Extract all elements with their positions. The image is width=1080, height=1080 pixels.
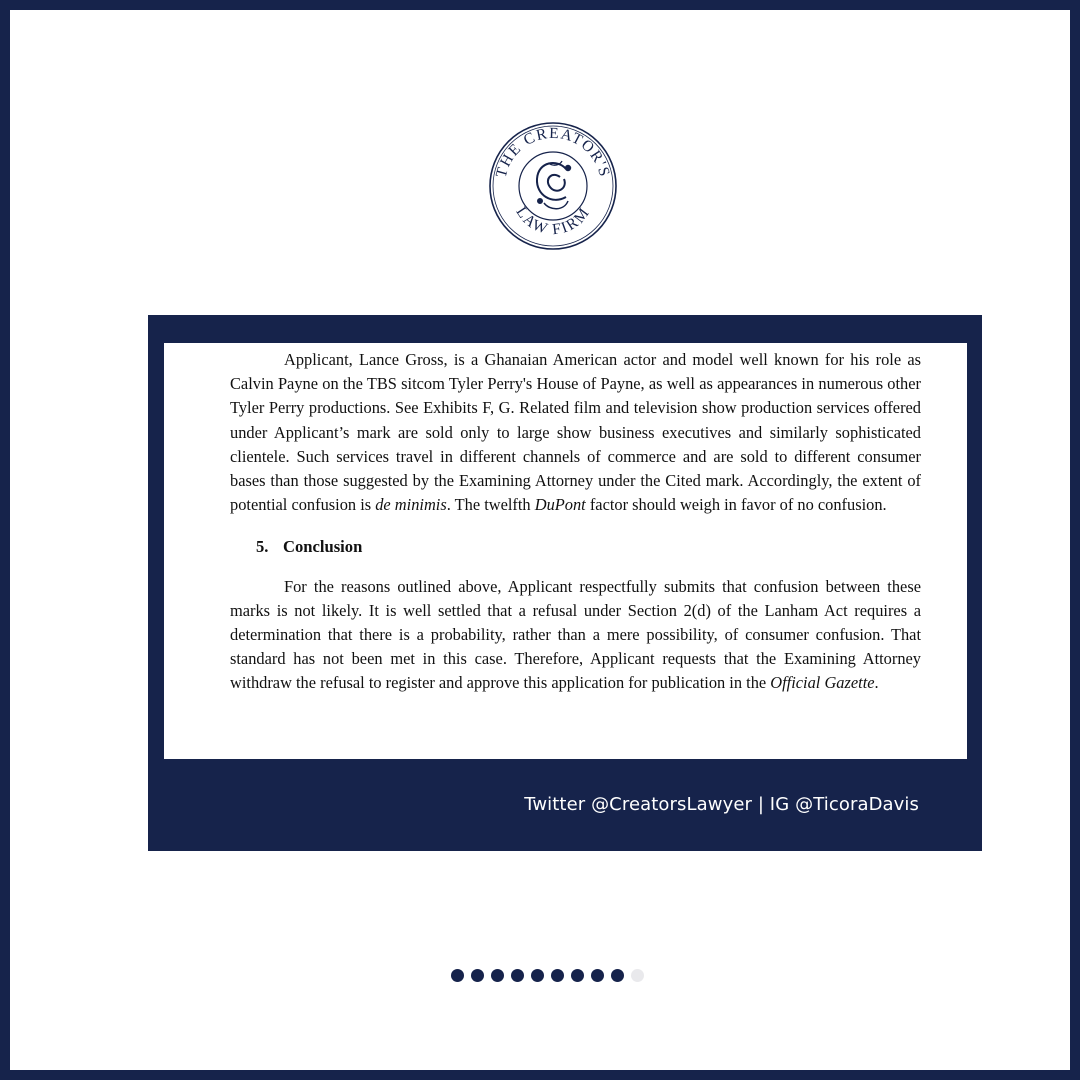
- emphasis-dupont: DuPont: [534, 495, 586, 515]
- pagination-dot[interactable]: [551, 969, 564, 982]
- paragraph-applicant-text: Applicant, Lance Gross, is a Ghanaian American actor and model well known for his role as Calvin Payne on the TBS sitcom Tyler Perry's House of Payne, as well as appearances in numerous other Tyler Perry productions. See Exhibits F, G. Related film and television show production services offered under Applicant’s mark are sold only to large show business executives and similarly sophisticated clientele. Such services travel in different channels of commerce and are sold to different consumer bases than those suggested by the Examining Attorney under the Cited mark. Accordingly, the extent of potential confusion is: [230, 350, 921, 515]
- paragraph-conclusion-text-2: .: [874, 673, 879, 693]
- paragraph-applicant-text-2: . The twelfth: [446, 495, 535, 515]
- pagination-dots: [451, 969, 644, 982]
- social-handles: Twitter @CreatorsLawyer | IG @TicoraDavis: [524, 794, 919, 815]
- section-number: 5.: [256, 537, 269, 557]
- pagination-dot[interactable]: [451, 969, 464, 982]
- pagination-dot[interactable]: [471, 969, 484, 982]
- emphasis-de-minimis: de minimis: [375, 495, 447, 515]
- paragraph-conclusion-text: For the reasons outlined above, Applicant respectfully submits that confusion between these marks is not likely. It is well settled that a refusal under Section 2(d) of the Lanham Act requires a determination that there is a probability, rather than a mere possibility, of consumer confusion. That standard has not been met in this case. Therefore, Applicant requests that the Examining Attorney withdraw the refusal to register and approve this application for publication in the: [230, 576, 921, 693]
- pagination-dot[interactable]: [611, 969, 624, 982]
- logo-text-top: THE CREATOR'S: [492, 124, 614, 180]
- pagination-dot[interactable]: [571, 969, 584, 982]
- pagination-dot[interactable]: [511, 969, 524, 982]
- pagination-dot[interactable]: [631, 969, 644, 982]
- pagination-dot[interactable]: [491, 969, 504, 982]
- document-excerpt: [164, 343, 967, 759]
- logo-text-bottom: LAW FIRM: [512, 203, 594, 239]
- paragraph-applicant-text-3: factor should weigh in favor of no confusion.: [585, 495, 887, 515]
- document-panel: [148, 315, 982, 851]
- paragraph-applicant: [230, 348, 921, 517]
- pagination-dot[interactable]: [591, 969, 604, 982]
- emphasis-official-gazette: Official Gazette: [770, 673, 875, 693]
- section-title: Conclusion: [283, 537, 363, 557]
- firm-logo-seal: [488, 121, 618, 251]
- pagination-dot[interactable]: [531, 969, 544, 982]
- monogram-icon: [537, 161, 570, 209]
- section-heading: [256, 535, 921, 559]
- logo-seal-graphic: [488, 121, 618, 251]
- paragraph-conclusion: [230, 575, 921, 696]
